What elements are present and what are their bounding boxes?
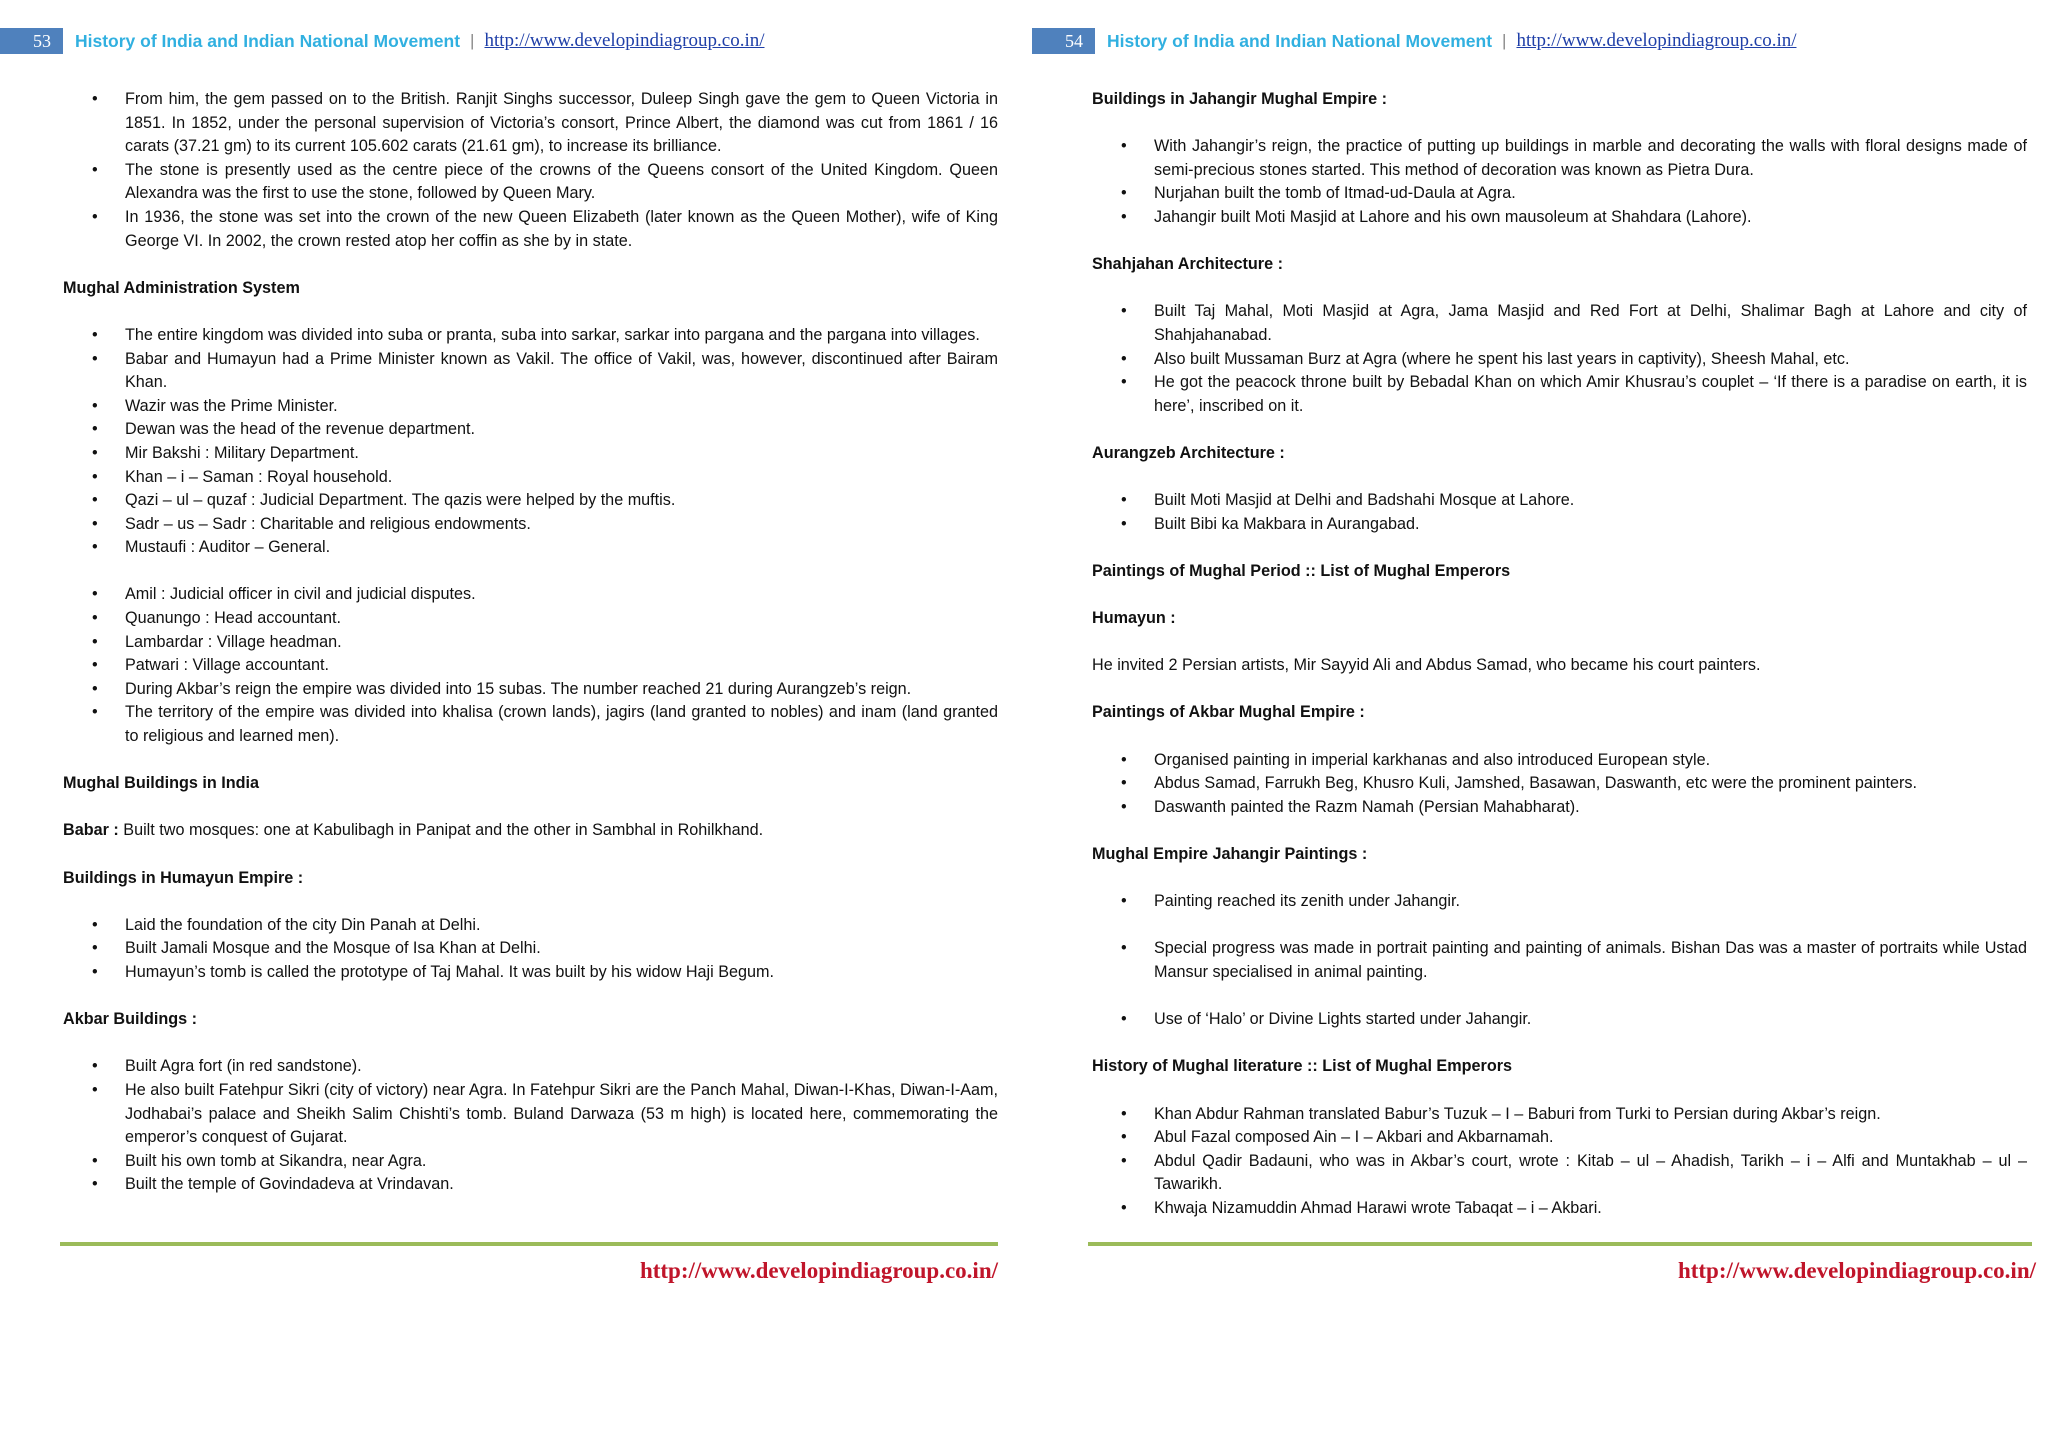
footer-link[interactable]: http://www.developindiagroup.co.in/ bbox=[639, 1258, 998, 1283]
list-item-text: With Jahangir’s reign, the practice of putting up buildings in marble and decorating the walls with floral designs made of semi-precious stones started. This method of decoration was known as Pietra Dura. bbox=[1154, 137, 2027, 179]
list-item-text: Daswanth painted the Razm Namah (Persian Mahabharat). bbox=[1154, 797, 1580, 816]
page-54 bbox=[1032, 0, 2042, 1447]
list-item bbox=[63, 348, 998, 395]
list-item bbox=[63, 324, 998, 348]
section-heading: Paintings of Mughal Period :: List of Mughal Emperors bbox=[1092, 561, 1511, 580]
header-title: History of India and Indian National Movement bbox=[75, 30, 461, 51]
list-item-text: He got the peacock throne built by Bebadal Khan on which Amir Khusrau’s couplet – ‘If there is a paradise on earth, it is here’, inscribed on it. bbox=[1154, 373, 2027, 415]
section-heading: Mughal Administration System bbox=[63, 278, 300, 297]
list-item-text: Khwaja Nizamuddin Ahmad Harawi wrote Tabaqat – i – Akbari. bbox=[1154, 1198, 1602, 1217]
list-item bbox=[63, 914, 998, 938]
list-item bbox=[63, 159, 998, 206]
bullet-list bbox=[63, 88, 998, 253]
list-item-text: Nurjahan built the tomb of Itmad-ud-Daula at Agra. bbox=[1154, 184, 1516, 203]
list-item bbox=[1092, 1008, 2027, 1032]
list-item-text: Khan Abdur Rahman translated Babur’s Tuzuk – I – Baburi from Turki to Persian during Akbar’s reign. bbox=[1154, 1104, 1881, 1123]
spacer bbox=[1092, 583, 2027, 607]
list-item bbox=[63, 395, 998, 419]
list-item-text: Abdus Samad, Farrukh Beg, Khusro Kuli, Jamshed, Basawan, Daswanth, etc were the prominent painters. bbox=[1154, 774, 1918, 793]
bullet-icon: • bbox=[92, 679, 98, 698]
bullet-icon: • bbox=[92, 90, 98, 108]
list-item-text: Quanungo : Head accountant. bbox=[125, 609, 341, 628]
bullet-icon: • bbox=[92, 1151, 98, 1170]
list-item-text: Built his own tomb at Sikandra, near Agra. bbox=[125, 1151, 427, 1170]
list-item-text: Patwari : Village accountant. bbox=[125, 656, 329, 675]
page-header bbox=[1032, 28, 2042, 54]
bullet-icon: • bbox=[92, 632, 98, 651]
spacer bbox=[63, 749, 998, 773]
page-content bbox=[1092, 88, 2027, 1221]
list-item bbox=[1092, 348, 2027, 372]
bullet-icon: • bbox=[1121, 750, 1127, 769]
list-item bbox=[1092, 1150, 2027, 1197]
list-item-text: Abul Fazal composed Ain – I – Akbari and Akbarnamah. bbox=[1154, 1128, 1554, 1147]
paragraph-lead: Babar : bbox=[63, 821, 119, 840]
bullet-icon: • bbox=[1121, 373, 1127, 392]
spacer bbox=[1092, 914, 2027, 938]
list-item bbox=[63, 442, 998, 466]
bullet-list bbox=[63, 583, 998, 748]
list-item bbox=[63, 489, 998, 513]
bullet-icon: • bbox=[92, 207, 98, 226]
spacer bbox=[1092, 418, 2027, 442]
list-item-text: Humayun’s tomb is called the prototype of Taj Mahal. It was built by his widow Haji Begum. bbox=[125, 962, 775, 981]
list-item-text: Also built Mussaman Burz at Agra (where he spent his last years in captivity), Sheesh Mahal, etc. bbox=[1154, 349, 1850, 368]
list-item bbox=[1092, 1126, 2027, 1150]
section-heading: Buildings in Humayun Empire : bbox=[63, 868, 304, 887]
list-item-text: Qazi – ul – quzaf : Judicial Department. The qazis were helped by the muftis. bbox=[125, 491, 676, 510]
list-item bbox=[63, 1173, 998, 1197]
list-item-text: Built Agra fort (in red sandstone). bbox=[125, 1057, 362, 1076]
spacer bbox=[1092, 112, 2027, 136]
bullet-list bbox=[63, 324, 998, 560]
bullet-icon: • bbox=[92, 396, 98, 415]
paragraph bbox=[63, 819, 998, 843]
list-item-text: Dewan was the head of the revenue department. bbox=[125, 420, 476, 439]
list-item bbox=[63, 1150, 998, 1174]
bullet-list bbox=[63, 1055, 998, 1197]
list-item-text: Wazir was the Prime Minister. bbox=[125, 396, 338, 415]
spacer bbox=[1092, 1079, 2027, 1103]
bullet-icon: • bbox=[1121, 1128, 1127, 1147]
list-item-text: Laid the foundation of the city Din Panah at Delhi. bbox=[125, 915, 481, 934]
list-item bbox=[1092, 135, 2027, 182]
list-item bbox=[1092, 890, 2027, 914]
list-item-text: Built Jamali Mosque and the Mosque of Isa Khan at Delhi. bbox=[125, 939, 541, 958]
list-item-text: Built Taj Mahal, Moti Masjid at Agra, Jama Masjid and Red Fort at Delhi, Shalimar Bagh at Lahore and city of Shahjahanabad. bbox=[1154, 302, 2027, 344]
footer-link[interactable]: http://www.developindiagroup.co.in/ bbox=[1677, 1258, 2036, 1283]
spacer bbox=[63, 843, 998, 867]
list-item bbox=[1092, 1103, 2027, 1127]
list-item-text: Babar and Humayun had a Prime Minister known as Vakil. The office of Vakil, was, however, discontinued after Bairam Khan. bbox=[125, 349, 998, 392]
list-item bbox=[1092, 937, 2027, 984]
section-heading: Mughal Empire Jahangir Paintings : bbox=[1092, 845, 1368, 863]
bullet-icon: • bbox=[1121, 774, 1127, 793]
bullet-icon: • bbox=[92, 703, 98, 722]
list-item-text: Jahangir built Moti Masjid at Lahore and his own mausoleum at Shahdara (Lahore). bbox=[1154, 207, 1752, 226]
list-item bbox=[63, 961, 998, 985]
list-item bbox=[63, 466, 998, 490]
list-item bbox=[1092, 1197, 2027, 1221]
list-item-text: Organised painting in imperial karkhanas and also introduced European style. bbox=[1154, 750, 1711, 769]
bullet-list bbox=[1092, 135, 2027, 229]
list-item bbox=[63, 1079, 998, 1150]
header-link[interactable]: http://www.developindiagroup.co.in/ bbox=[1516, 30, 1797, 51]
list-item-text: Abdul Qadir Badauni, who was in Akbar’s court, wrote : Kitab – ul – Ahadish, Tarikh – i – Alfi and Muntakhab – ul – Tawarikh. bbox=[1154, 1151, 2027, 1194]
bullet-icon: • bbox=[1121, 939, 1127, 958]
bullet-icon: • bbox=[1121, 349, 1127, 368]
spacer bbox=[1092, 230, 2027, 254]
bullet-icon: • bbox=[1121, 302, 1127, 321]
list-item-text: Built Moti Masjid at Delhi and Badshahi Mosque at Lahore. bbox=[1154, 491, 1575, 510]
bullet-icon: • bbox=[92, 915, 98, 934]
section-heading: Buildings in Jahangir Mughal Empire : bbox=[1092, 90, 1387, 108]
footer-rule bbox=[1088, 1242, 2032, 1246]
bullet-icon: • bbox=[1121, 491, 1127, 510]
page-number: 53 bbox=[0, 28, 63, 54]
section-heading: Aurangzeb Architecture : bbox=[1092, 443, 1285, 462]
list-item bbox=[1092, 513, 2027, 537]
bullet-icon: • bbox=[92, 514, 98, 533]
bullet-icon: • bbox=[1121, 1104, 1127, 1123]
paragraph-text: He invited 2 Persian artists, Mir Sayyid Ali and Abdus Samad, who became his court painters. bbox=[1092, 656, 1761, 675]
list-item bbox=[1092, 796, 2027, 820]
spacer bbox=[1092, 725, 2027, 749]
paragraph-text: Built two mosques: one at Kabulibagh in Panipat and the other in Sambhal in Rohilkhand. bbox=[118, 821, 764, 840]
bullet-icon: • bbox=[92, 656, 98, 675]
list-item bbox=[1092, 182, 2027, 206]
spacer bbox=[1092, 466, 2027, 490]
list-item-text: Built Bibi ka Makbara in Aurangabad. bbox=[1154, 514, 1420, 533]
bullet-icon: • bbox=[92, 467, 98, 486]
footer-rule bbox=[60, 1242, 998, 1246]
spacer bbox=[1092, 985, 2027, 1009]
list-item-text: The stone is presently used as the centre piece of the crowns of the Queens consort of the United Kingdom. Queen Alexandra was the first to use the stone, followed by Queen Mary. bbox=[125, 160, 998, 203]
spacer bbox=[1092, 277, 2027, 301]
list-item bbox=[63, 937, 998, 961]
bullet-list bbox=[1092, 890, 2027, 914]
list-item-text: Mustaufi : Auditor – General. bbox=[125, 538, 331, 557]
header-link[interactable]: http://www.developindiagroup.co.in/ bbox=[484, 30, 765, 51]
list-item bbox=[63, 206, 998, 253]
list-item bbox=[63, 88, 998, 159]
list-item-text: The territory of the empire was divided into khalisa (crown lands), jagirs (land granted to nobles) and inam (land granted to religious and learned men). bbox=[125, 703, 998, 746]
list-item-text: During Akbar’s reign the empire was divided into 15 subas. The number reached 21 during Aurangzeb’s reign. bbox=[125, 679, 912, 698]
bullet-icon: • bbox=[1121, 1198, 1127, 1217]
bullet-icon: • bbox=[1121, 1151, 1127, 1170]
bullet-icon: • bbox=[1121, 514, 1127, 533]
bullet-icon: • bbox=[92, 349, 98, 368]
spacer bbox=[63, 1032, 998, 1056]
list-item bbox=[63, 536, 998, 560]
bullet-list bbox=[1092, 1008, 2027, 1032]
list-item bbox=[63, 513, 998, 537]
bullet-icon: • bbox=[1121, 207, 1127, 226]
spacer bbox=[63, 985, 998, 1009]
list-item bbox=[63, 1055, 998, 1079]
list-item bbox=[63, 701, 998, 748]
list-item bbox=[1092, 749, 2027, 773]
section-heading: History of Mughal literature :: List of Mughal Emperors bbox=[1092, 1057, 1513, 1076]
bullet-icon: • bbox=[1121, 892, 1127, 911]
spacer bbox=[63, 796, 998, 820]
page-content bbox=[63, 88, 998, 1197]
bullet-icon: • bbox=[92, 420, 98, 439]
spacer bbox=[63, 253, 998, 277]
header-separator: | bbox=[470, 31, 475, 50]
section-heading: Shahjahan Architecture : bbox=[1092, 255, 1283, 274]
list-item bbox=[63, 654, 998, 678]
list-item-text: Built the temple of Govindadeva at Vrindavan. bbox=[125, 1175, 454, 1194]
list-item-text: Painting reached its zenith under Jahangir. bbox=[1154, 892, 1460, 911]
bullet-icon: • bbox=[1121, 184, 1127, 203]
list-item bbox=[63, 631, 998, 655]
spacer bbox=[1092, 819, 2027, 843]
list-item bbox=[63, 418, 998, 442]
bullet-icon: • bbox=[92, 443, 98, 462]
list-item-text: The entire kingdom was divided into suba or pranta, suba into sarkar, sarkar into pargana and the pargana into villages. bbox=[125, 325, 980, 344]
page-53 bbox=[0, 0, 1010, 1447]
page-header bbox=[0, 28, 1010, 54]
section-heading: Humayun : bbox=[1092, 609, 1176, 628]
bullet-list bbox=[63, 914, 998, 985]
list-item bbox=[1092, 489, 2027, 513]
list-item bbox=[1092, 300, 2027, 347]
list-item bbox=[63, 607, 998, 631]
list-item-text: In 1936, the stone was set into the crown of the new Queen Elizabeth (later known as the Queen Mother), wife of King George VI. In 2002, the crown rested atop her coffin as she by in state. bbox=[125, 207, 998, 250]
spacer bbox=[1092, 867, 2027, 891]
spacer bbox=[63, 560, 998, 584]
bullet-icon: • bbox=[92, 585, 98, 604]
list-item bbox=[1092, 206, 2027, 230]
list-item-text: Sadr – us – Sadr : Charitable and religious endowments. bbox=[125, 514, 531, 533]
bullet-icon: • bbox=[92, 1080, 98, 1099]
section-heading: Akbar Buildings : bbox=[63, 1010, 198, 1029]
bullet-list bbox=[1092, 749, 2027, 820]
bullet-icon: • bbox=[92, 609, 98, 628]
header-separator: | bbox=[1502, 31, 1507, 50]
list-item-text: Lambardar : Village headman. bbox=[125, 632, 342, 651]
spacer bbox=[63, 300, 998, 324]
bullet-list bbox=[1092, 937, 2027, 984]
bullet-icon: • bbox=[92, 538, 98, 557]
page-number: 54 bbox=[1032, 28, 1095, 54]
bullet-icon: • bbox=[92, 325, 98, 344]
bullet-list bbox=[1092, 489, 2027, 536]
bullet-icon: • bbox=[92, 962, 98, 981]
spacer bbox=[1092, 536, 2027, 560]
list-item bbox=[63, 678, 998, 702]
list-item-text: Khan – i – Saman : Royal household. bbox=[125, 467, 393, 486]
spacer bbox=[63, 890, 998, 914]
list-item-text: He also built Fatehpur Sikri (city of victory) near Agra. In Fatehpur Sikri are the Panch Mahal, Diwan-I-Khas, Diwan-I-Aam, Jodhabai’s palace and Sheikh Salim Chishti’s tomb. Buland Darwaza (53 m high) is located here, commemorating the emperor’s conquest of Gujarat. bbox=[125, 1080, 998, 1147]
bullet-icon: • bbox=[92, 939, 98, 958]
paragraph bbox=[1092, 654, 2027, 678]
list-item-text: Mir Bakshi : Military Department. bbox=[125, 443, 359, 462]
header-title: History of India and Indian National Movement bbox=[1107, 30, 1493, 51]
list-item-text: Special progress was made in portrait painting and painting of animals. Bishan Das was a master of portraits while Ustad Mansur specialised in animal painting. bbox=[1154, 939, 2027, 981]
bullet-icon: • bbox=[92, 491, 98, 510]
spacer bbox=[1092, 631, 2027, 655]
section-heading: Paintings of Akbar Mughal Empire : bbox=[1092, 703, 1365, 722]
list-item-text: Amil : Judicial officer in civil and judicial disputes. bbox=[125, 585, 476, 604]
spacer bbox=[1092, 678, 2027, 702]
section-heading: Mughal Buildings in India bbox=[63, 774, 260, 793]
list-item-text: From him, the gem passed on to the British. Ranjit Singhs successor, Duleep Singh gave the gem to Queen Victoria in 1851. In 1852, under the personal supervision of Victoria’s consort, Prince Albert, the diamond was cut from 1861 / 16 carats (37.21 gm) to its current 105.602 carats (21.61 gm), to increase its brilliance. bbox=[125, 90, 998, 156]
bullet-list bbox=[1092, 1103, 2027, 1221]
bullet-list bbox=[1092, 300, 2027, 418]
bullet-icon: • bbox=[92, 160, 98, 179]
list-item-text: Use of ‘Halo’ or Divine Lights started under Jahangir. bbox=[1154, 1010, 1532, 1029]
bullet-icon: • bbox=[1121, 137, 1127, 156]
spacer bbox=[1092, 1032, 2027, 1056]
list-item bbox=[1092, 371, 2027, 418]
list-item bbox=[1092, 772, 2027, 796]
bullet-icon: • bbox=[1121, 1010, 1127, 1029]
bullet-icon: • bbox=[1121, 797, 1127, 816]
bullet-icon: • bbox=[92, 1175, 98, 1194]
bullet-icon: • bbox=[92, 1057, 98, 1076]
list-item bbox=[63, 583, 998, 607]
